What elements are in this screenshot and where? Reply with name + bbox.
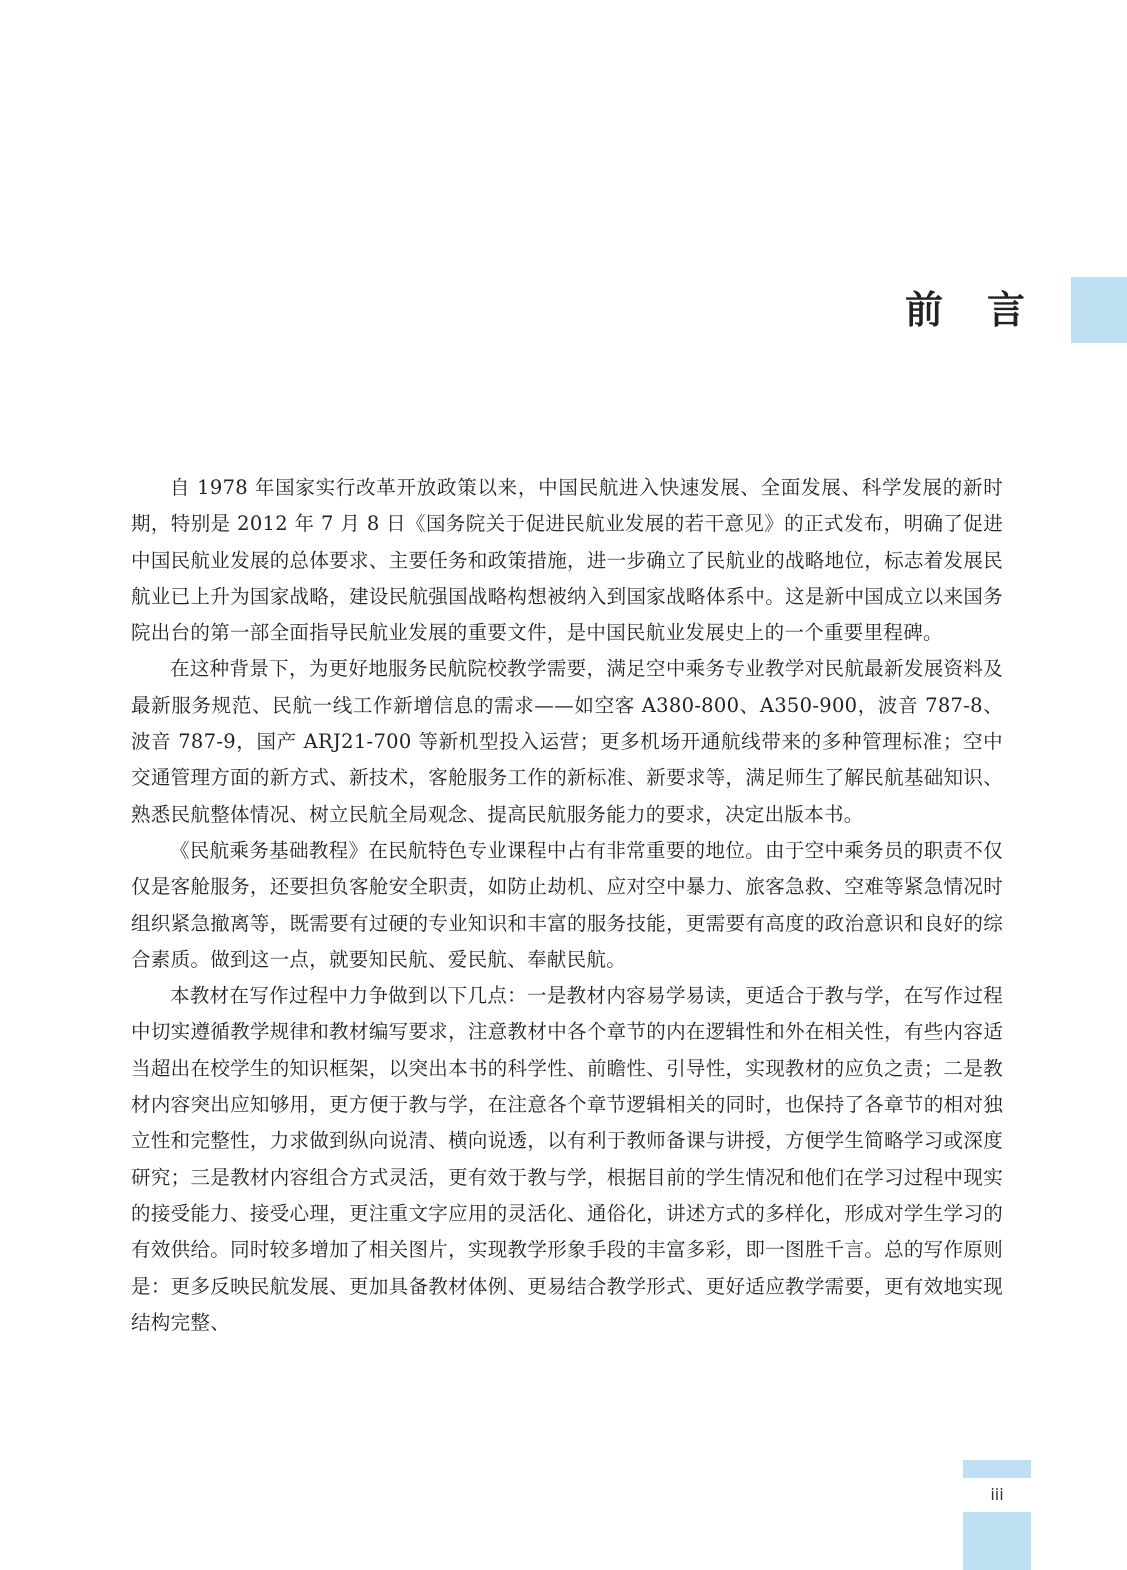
page-number: iii <box>990 1485 1004 1504</box>
paragraph-1: 自 1978 年国家实行改革开放政策以来，中国民航进入快速发展、全面发展、科学发展的新时期，特别是 2012 年 7 月 8 日《国务院关于促进民航业发展的若干意见》的正式发布，明确了促进中国民航业发展的总体要求、主要任务和政策措施，进一步确立了民航业的战略地位，标志着发展民航业已上升为国家战略，建设民航强国战略构想被纳入到国家战略体系中。这是新中国成立以来国务院出台的第一部全面指导民航业发展的重要文件，是中国民航业发展史上的一个重要里程碑。 <box>131 476 1003 645</box>
chapter-side-tab <box>1071 277 1127 343</box>
preface-body <box>131 470 1003 1341</box>
paragraph-4: 本教材在写作过程中力争做到以下几点：一是教材内容易学易读，更适合于教与学，在写作过程中切实遵循教学规律和教材编写要求，注意教材中各个章节的内在逻辑性和外在相关性，有些内容适当超出在校学生的知识框架，以突出本书的科学性、前瞻性、引导性，实现教材的应负之责；二是教材内容突出应知够用，更方便于教与学，在注意各个章节逻辑相关的同时，也保持了各章节的相对独立性和完整性，力求做到纵向说清、横向说透，以有利于教师备课与讲授，方便学生简略学习或深度研究；三是教材内容组合方式灵活，更有效于教与学，根据目前的学生情况和他们在学习过程中现实的接受能力、接受心理，更注重文字应用的灵活化、通俗化，讲述方式的多样化，形成对学生学习的有效供给。同时较多增加了相关图片，实现教学形象手段的丰富多彩，即一图胜千言。总的写作原则是：更多反映民航发展、更加具备教材体例、更易结合教学形式、更好适应教学需要，更有效地实现结构完整、 <box>131 984 1003 1334</box>
footer-accent-block <box>963 1512 1031 1570</box>
page-title: 前言 <box>905 288 1070 332</box>
paragraph-3: 《民航乘务基础教程》在民航特色专业课程中占有非常重要的地位。由于空中乘务员的职责不仅仅是客舱服务，还要担负客舱安全职责，如防止劫机、应对空中暴力、旅客急救、空难等紧急情况时组织紧急撤离等，既需要有过硬的专业知识和丰富的服务技能，更需要有高度的政治意识和良好的综合素质。做到这一点，就要知民航、爱民航、奉献民航。 <box>131 838 1003 971</box>
paragraph-2: 在这种背景下，为更好地服务民航院校教学需要，满足空中乘务专业教学对民航最新发展资料及最新服务规范、民航一线工作新增信息的需求——如空客 A380-800、A350-900，波音 787-8、波音 787-9，国产 ARJ21-700 等新机型投入运营；更多机场开通航线带来的多种管理标准；空中交通管理方面的新方式、新技术，客舱服务工作的新标准、新要求等，满足师生了解民航基础知识、熟悉民航整体情况、树立民航全局观念、提高民航服务能力的要求，决定出版本书。 <box>131 657 1003 826</box>
footer-accent-bar <box>963 1460 1031 1478</box>
